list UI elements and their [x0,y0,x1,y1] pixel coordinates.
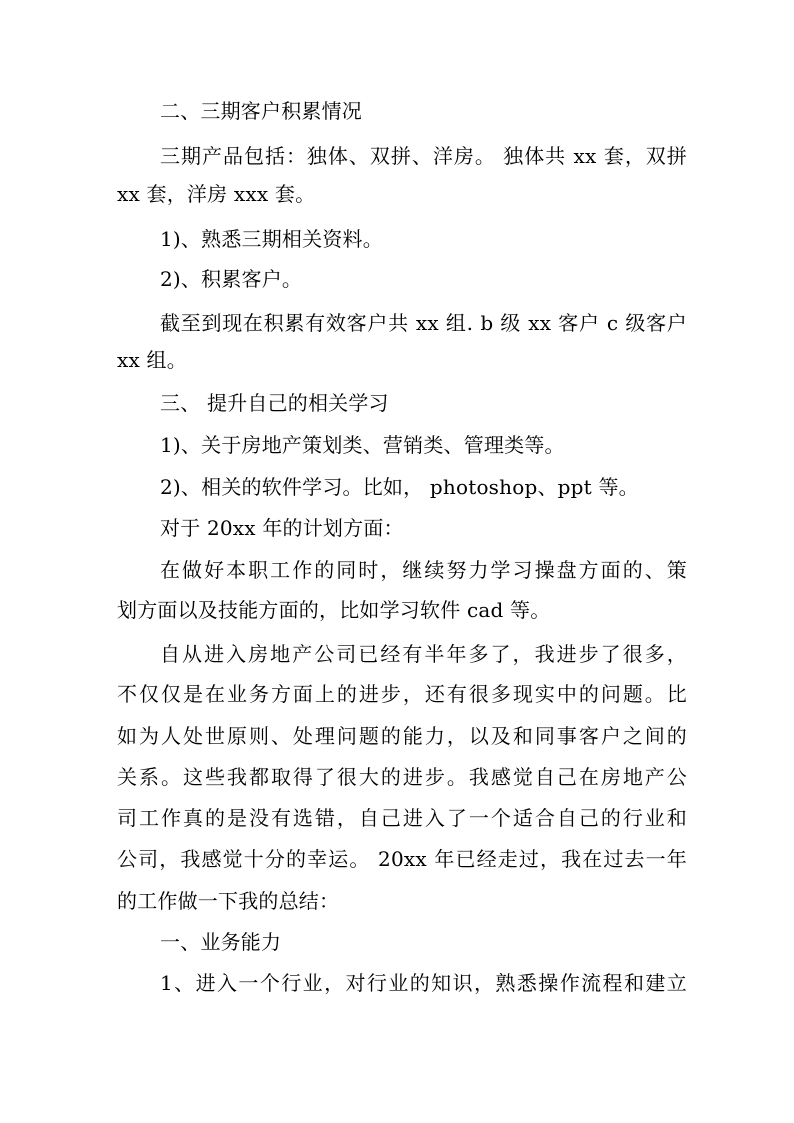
list-item: 2)、相关的软件学习。比如， photoshop、ppt 等。 [160,475,639,499]
section-heading-learning: 三、 提升自己的相关学习 [160,391,389,415]
section-heading-business-ability: 一、业务能力 [160,930,282,954]
list-item: 2)、积累客户。 [160,267,303,291]
paragraph-line: 司工作真的是没有选错，自己进入了一个适合自己的行业和 [117,806,687,830]
paragraph-line: 如为人处世原则、处理问题的能力，以及和同事客户之间的 [117,724,687,748]
paragraph-line: 对于 20xx 年的计划方面： [160,516,404,540]
paragraph-line: 1、进入一个行业，对行业的知识，熟悉操作流程和建立 [160,971,687,995]
paragraph-line: 自从进入房地产公司已经有半年多了，我进步了很多， [160,642,687,666]
paragraph-line: 三期产品包括：独体、双拼、洋房。 独体共 xx 套，双拼 [160,144,687,168]
paragraph-line: 的工作做一下我的总结： [117,889,340,913]
section-heading-phase3-customers: 二、三期客户积累情况 [160,99,362,123]
paragraph-line: xx 组。 [117,348,187,372]
paragraph-line: 关系。这些我都取得了很大的进步。我感觉自己在房地产公 [117,765,687,789]
paragraph-line: 在做好本职工作的同时，继续努力学习操盘方面的、策 [160,558,687,582]
list-item: 1)、熟悉三期相关资料。 [160,227,383,251]
paragraph-line: 不仅仅是在业务方面上的进步，还有很多现实中的问题。比 [117,682,687,706]
paragraph-line: 公司，我感觉十分的幸运。 20xx 年已经走过，我在过去一年 [117,847,687,871]
paragraph-line: 截至到现在积累有效客户共 xx 组. b 级 xx 客户 c 级客户 [160,311,687,335]
paragraph-line: xx 套，洋房 xxx 套。 [117,182,316,206]
paragraph-line: 划方面以及技能方面的，比如学习软件 cad 等。 [117,598,551,622]
list-item: 1)、关于房地产策划类、营销类、管理类等。 [160,433,565,457]
